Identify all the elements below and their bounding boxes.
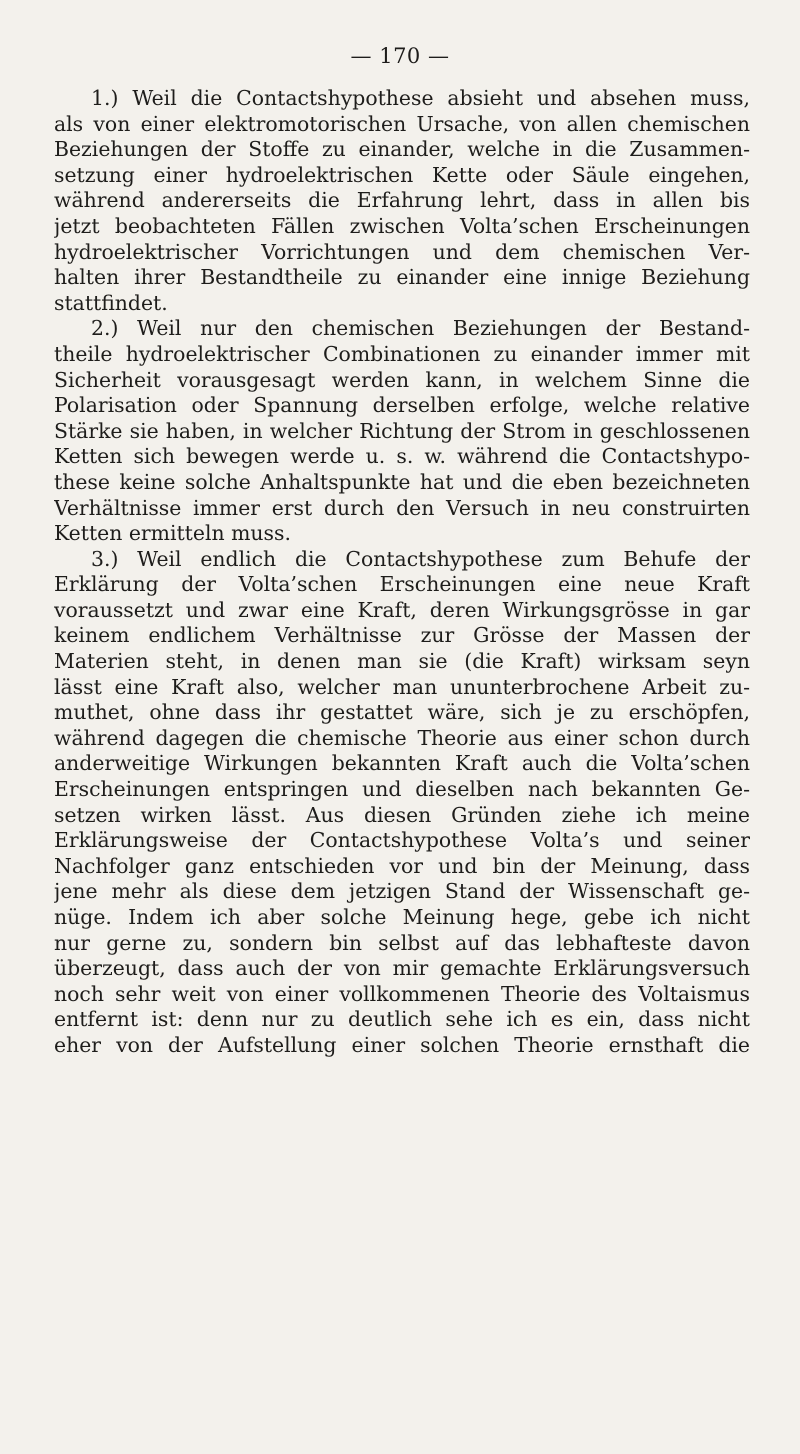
- body-text: [54, 86, 750, 1059]
- text-line: nur gerne zu, sondern bin selbst auf das lebhafteste davon: [54, 930, 750, 955]
- text-line: Polarisation oder Spannung derselben erfolge, welche relative: [54, 393, 750, 418]
- page-number: — 170 —: [350, 44, 450, 68]
- text-line: entfernt ist: denn nur zu deutlich sehe ich es ein, dass nicht: [54, 1007, 750, 1032]
- text-line: noch sehr weit von einer vollkommenen Theorie des Voltaismus: [54, 981, 750, 1006]
- text-line: jetzt beobachteten Fällen zwischen Volta’schen Erscheinungen: [54, 213, 750, 238]
- text-line: während andererseits die Erfahrung lehrt, dass in allen bis: [54, 188, 750, 213]
- paragraph-2: [54, 316, 750, 546]
- text-line: Nachfolger ganz entschieden vor und bin der Meinung, dass: [54, 853, 750, 878]
- text-line: als von einer elektromotorischen Ursache, von allen chemischen: [54, 111, 750, 136]
- text-line: Erklärung der Volta’schen Erscheinungen eine neue Kraft: [54, 572, 750, 597]
- paragraph-3: [54, 547, 750, 1059]
- text-line: 2.) Weil nur den chemischen Beziehungen der Bestand-: [91, 316, 750, 341]
- text-line: Erklärungsweise der Contactshypothese Volta’s und seiner: [54, 828, 750, 853]
- text-line: Ketten sich bewegen werde u. s. w. während die Contactshypo-: [54, 444, 750, 469]
- text-line: hydroelektrischer Vorrichtungen und dem chemischen Ver-: [54, 239, 750, 264]
- text-line: 3.) Weil endlich die Contactshypothese zum Behufe der: [91, 546, 750, 571]
- text-line: Verhältnisse immer erst durch den Versuch in neu construirten: [54, 495, 750, 520]
- text-line: anderweitige Wirkungen bekannten Kraft auch die Volta’schen: [54, 751, 750, 776]
- text-line: 1.) Weil die Contactshypothese absieht und absehen muss,: [91, 86, 750, 110]
- text-line: Erscheinungen entspringen und dieselben nach bekannten Ge-: [54, 777, 750, 802]
- text-line: these keine solche Anhaltspunkte hat und die eben bezeichneten: [54, 469, 750, 494]
- text-line: voraussetzt und zwar eine Kraft, deren Wirkungsgrösse in gar: [54, 597, 750, 622]
- text-line: überzeugt, dass auch der von mir gemachte Erklärungsversuch: [54, 956, 750, 981]
- text-line: halten ihrer Bestandtheile zu einander eine innige Beziehung: [54, 265, 750, 290]
- text-line: Ketten ermitteln muss.: [54, 521, 291, 546]
- text-line: Stärke sie haben, in welcher Richtung der Strom in geschlossenen: [54, 418, 750, 443]
- text-line: Sicherheit vorausgesagt werden kann, in welchem Sinne die: [54, 367, 750, 392]
- text-line: keinem endlichem Verhältnisse zur Grösse der Massen der: [54, 623, 750, 648]
- text-line: muthet, ohne dass ihr gestattet wäre, sich je zu erschöpfen,: [54, 700, 750, 725]
- text-line: Beziehungen der Stoffe zu einander, welche in die Zusammen-: [54, 137, 750, 162]
- text-line: setzung einer hydroelektrischen Kette oder Säule eingehen,: [54, 162, 750, 187]
- text-line: Materien steht, in denen man sie (die Kraft) wirksam seyn: [54, 649, 750, 674]
- text-line: theile hydroelektrischer Combinationen zu einander immer mit: [54, 341, 750, 366]
- text-line: nüge. Indem ich aber solche Meinung hege, gebe ich nicht: [54, 905, 750, 929]
- text-line: jene mehr als diese dem jetzigen Stand der Wissenschaft ge-: [54, 879, 750, 904]
- text-line: setzen wirken lässt. Aus diesen Gründen ziehe ich meine: [54, 802, 750, 827]
- paragraph-1: [54, 86, 750, 316]
- text-line: lässt eine Kraft also, welcher man ununterbrochene Arbeit zu-: [54, 674, 750, 699]
- text-line: eher von der Aufstellung einer solchen Theorie ernsthaft die: [54, 1032, 750, 1057]
- text-line: stattfindet.: [54, 290, 168, 315]
- text-line: während dagegen die chemische Theorie aus einer schon durch: [54, 725, 750, 750]
